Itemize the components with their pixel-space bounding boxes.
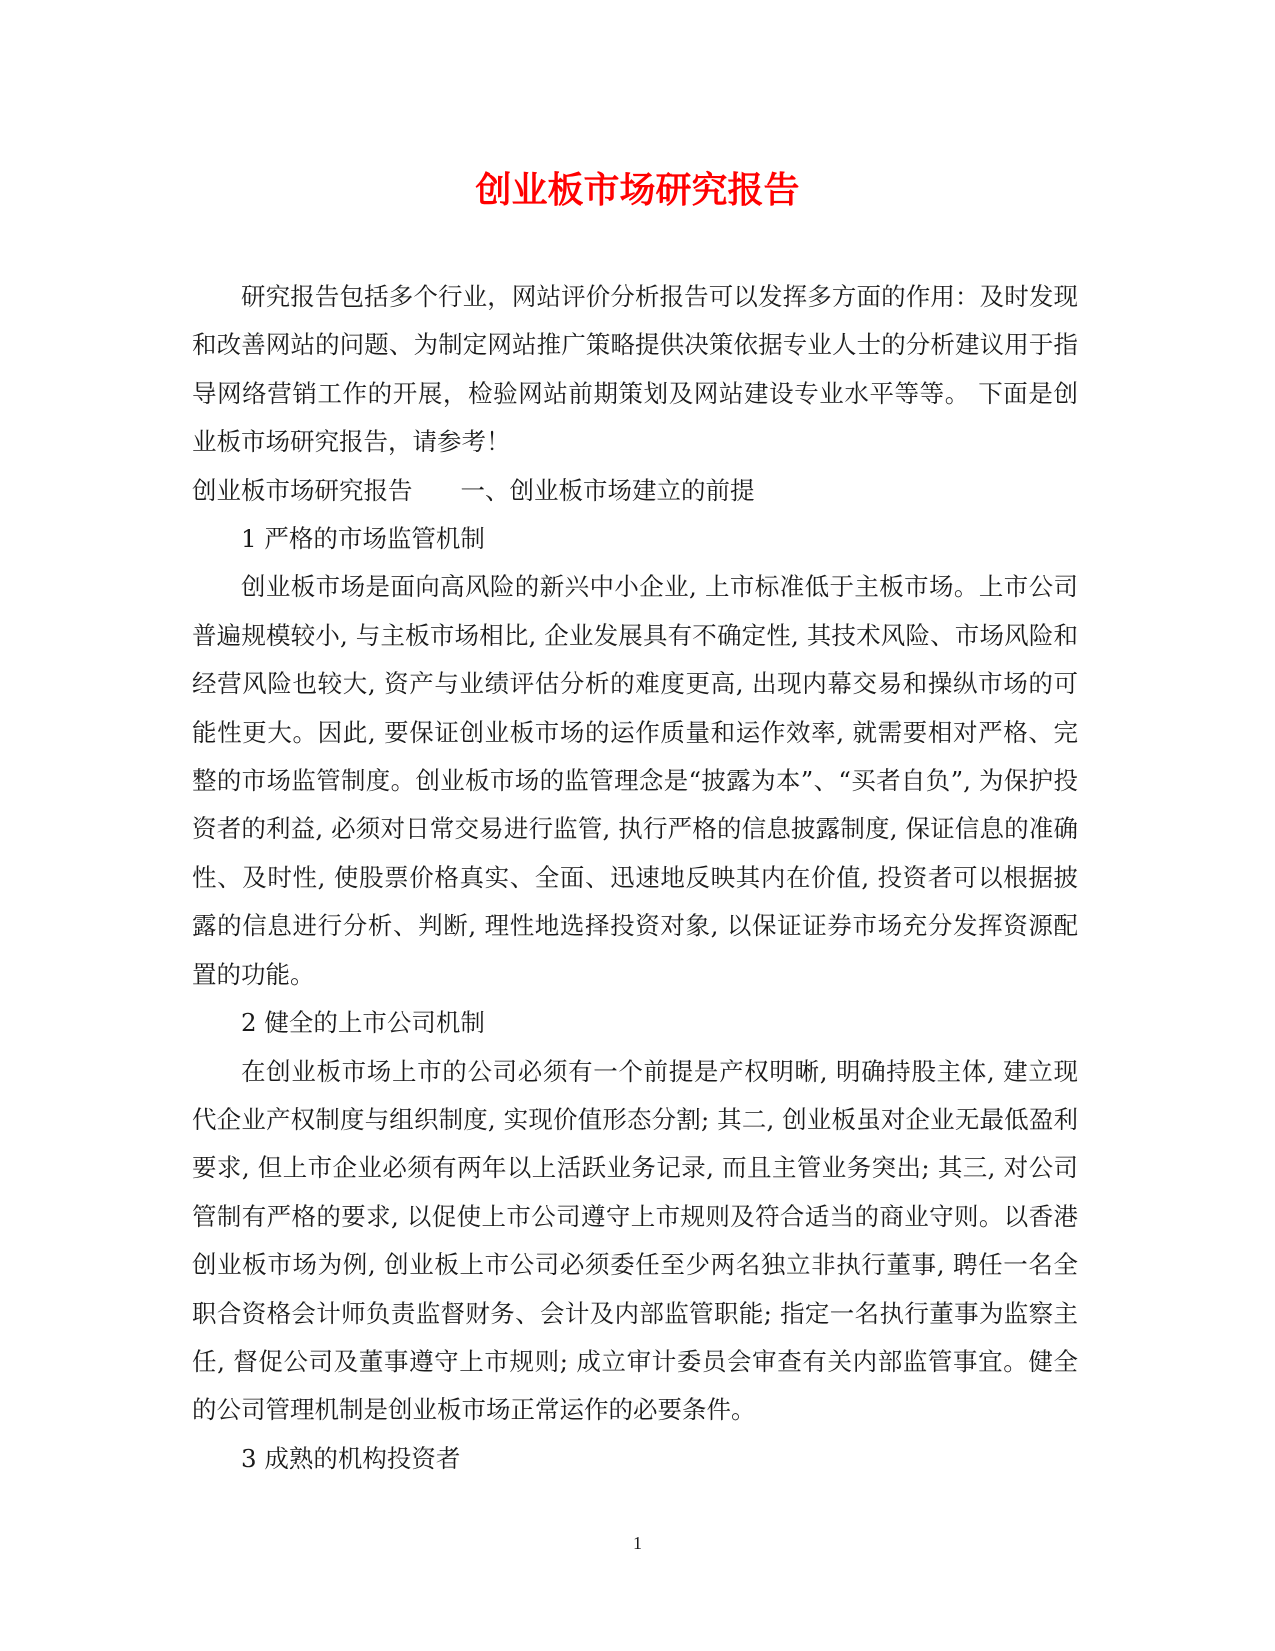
subsection-1-body: 创业板市场是面向高风险的新兴中小企业, 上市标准低于主板市场。上市公司普遍规模较小, 与主板市场相比, 企业发展具有不确定性, 其技术风险、市场风险和经营风险也较大, 资产与业绩评估分析的难度更高, 出现内幕交易和操纵市场的可能性更大。因此, 要保证创业板市场的运作质量和运作效率, 就需要相对严格、完整的市场监管制度。创业板市场的监管理念是“披露为本”、“买者自负”, 为保护投资者的利益, 必须对日常交易进行监管, 执行严格的信息披露制度, 保证信息的准确性、及时性, 使股票价格真实、全面、迅速地反映其内在价值, 投资者可以根据披露的信息进行分析、判断, 理性地选择投资对象, 以保证证券市场充分发挥资源配置的功能。 — [192, 572, 1078, 989]
intro-paragraph: 研究报告包括多个行业，网站评价分析报告可以发挥多方面的作用：及时发现和改善网站的问题、为制定网站推广策略提供决策依据专业人士的分析建议用于指导网络营销工作的开展，检验网站前期策划及网站建设专业水平等等。 下面是创业板市场研究报告，请参考！ — [192, 282, 1078, 457]
subsection-1-heading: 1 严格的市场监管机制 — [241, 524, 485, 554]
document-title: 创业板市场研究报告 — [475, 169, 800, 211]
subsection-2-body: 在创业板市场上市的公司必须有一个前提是产权明晰, 明确持股主体, 建立现代企业产权制度与组织制度, 实现价值形态分割; 其二, 创业板虽对企业无最低盈利要求, 但上市企业必须有两年以上活跃业务记录, 而且主管业务突出; 其三, 对公司管制有严格的要求, 以促使上市公司遵守上市规则及符合适当的商业守则。以香港创业板市场为例, 创业板上市公司必须委任至少两名独立非执行董事, 聘任一名全职合资格会计师负责监督财务、会计及内部监管职能; 指定一名执行董事为监察主任, 督促公司及董事遵守上市规则; 成立审计委员会审查有关内部监管事宜。健全的公司管理机制是创业板市场正常运作的必要条件。 — [192, 1056, 1078, 1425]
report-heading: 创业板市场研究报告 — [192, 475, 413, 505]
subsection-2-heading: 2 健全的上市公司机制 — [241, 1008, 485, 1038]
subsection-3-heading: 3 成熟的机构投资者 — [241, 1443, 461, 1473]
section-heading-line — [192, 467, 1078, 515]
document-body — [192, 273, 1078, 1483]
page-number: 1 — [633, 1533, 642, 1553]
section-1-heading: 一、创业板市场建立的前提 — [460, 475, 755, 505]
